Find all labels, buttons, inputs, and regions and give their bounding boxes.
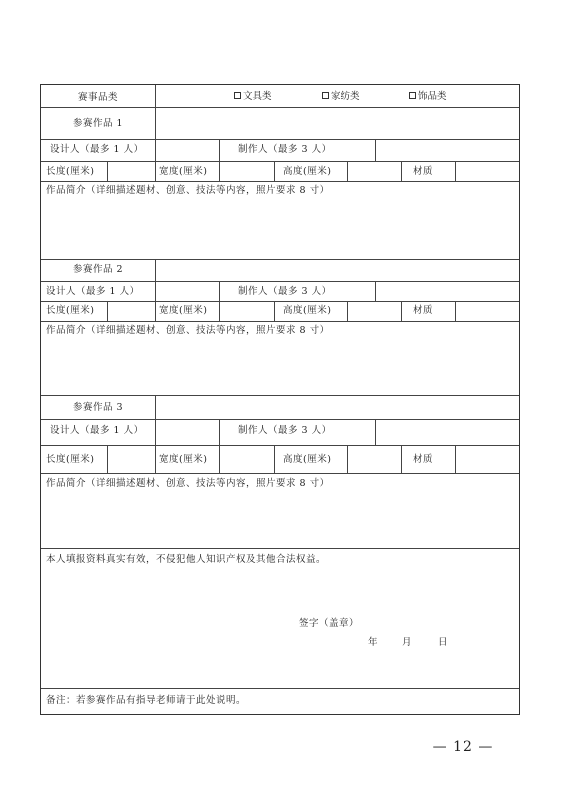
entry-2-width-label: 宽度(厘米) [159, 305, 208, 316]
entry-2-designer-label: 设计人（最多 1 人） [46, 286, 140, 297]
entry-1-height-label: 高度(厘米) [283, 166, 332, 177]
entry-3-height-label: 高度(厘米) [283, 454, 332, 465]
divider [375, 281, 376, 301]
entry-2-intro-label: 作品简介（详细描述题材、创意、技法等内容，照片要求 8 寸） [46, 325, 330, 336]
divider [401, 445, 402, 473]
divider [41, 107, 519, 108]
divider [155, 107, 156, 139]
divider [41, 181, 519, 182]
signature-label: 签字（盖章） [299, 618, 360, 629]
divider [347, 161, 348, 181]
divider [41, 259, 519, 260]
note-text: 备注：若参赛作品有指导老师请于此处说明。 [46, 695, 247, 706]
divider [347, 301, 348, 321]
divider [375, 139, 376, 161]
checkbox-icon[interactable] [234, 92, 241, 99]
divider [41, 395, 519, 396]
entry-2-height-label: 高度(厘米) [283, 305, 332, 316]
entry-3-title: 参赛作品 3 [72, 402, 124, 413]
divider [219, 161, 220, 181]
divider [155, 301, 156, 321]
divider [41, 281, 519, 282]
divider [219, 445, 220, 473]
divider [41, 301, 519, 302]
divider [155, 445, 156, 473]
divider [274, 161, 275, 181]
divider [274, 301, 275, 321]
divider [155, 395, 156, 419]
divider [155, 139, 156, 161]
signature-day: 日 [438, 637, 449, 648]
divider [107, 161, 108, 181]
entry-3-designer-label: 设计人（最多 1 人） [50, 425, 144, 436]
entry-3-material-label: 材质 [413, 454, 434, 465]
divider [455, 301, 456, 321]
divider [41, 688, 519, 689]
category-option-stationery[interactable]: 文具类 [234, 91, 272, 103]
divider [219, 281, 220, 301]
divider [155, 161, 156, 181]
divider [401, 301, 402, 321]
entry-2-maker-label: 制作人（最多 3 人） [238, 286, 332, 297]
divider [41, 445, 519, 446]
divider [155, 85, 156, 107]
checkbox-icon[interactable] [322, 92, 329, 99]
declaration-text: 本人填报资料真实有效，不侵犯他人知识产权及其他合法权益。 [46, 554, 327, 565]
entry-1-intro-label: 作品简介（详细描述题材、创意、技法等内容，照片要求 8 寸） [46, 185, 330, 196]
divider [41, 161, 519, 162]
signature-year: 年 [368, 637, 379, 648]
entry-1-maker-label: 制作人（最多 3 人） [238, 144, 332, 155]
entry-3-maker-label: 制作人（最多 3 人） [238, 425, 332, 436]
divider [455, 161, 456, 181]
divider [41, 473, 519, 474]
divider [375, 419, 376, 445]
divider [219, 301, 220, 321]
entry-2-material-label: 材质 [413, 305, 434, 316]
divider [155, 259, 156, 281]
divider [41, 548, 519, 549]
divider [155, 281, 156, 301]
divider [41, 419, 519, 420]
entry-1-length-label: 长度(厘米) [46, 166, 95, 177]
entry-1-width-label: 宽度(厘米) [159, 166, 208, 177]
divider [41, 321, 519, 322]
entry-3-intro-label: 作品简介（详细描述题材、创意、技法等内容，照片要求 8 寸） [46, 478, 330, 489]
divider [455, 445, 456, 473]
divider [401, 161, 402, 181]
entry-form-table [40, 84, 520, 715]
divider [41, 139, 519, 140]
category-option-textiles[interactable]: 家纺类 [322, 91, 360, 103]
entry-2-title: 参赛作品 2 [72, 264, 124, 275]
page-number: — 12 — [432, 739, 494, 755]
entry-1-material-label: 材质 [413, 166, 434, 177]
entry-3-length-label: 长度(厘米) [46, 454, 95, 465]
signature-month: 月 [402, 637, 413, 648]
divider [274, 445, 275, 473]
divider [219, 139, 220, 161]
entry-2-length-label: 长度(厘米) [46, 305, 95, 316]
category-option-accessories[interactable]: 饰品类 [409, 91, 447, 103]
entry-1-title: 参赛作品 1 [72, 118, 124, 129]
divider [347, 445, 348, 473]
divider [219, 419, 220, 445]
entry-1-designer-label: 设计人（最多 1 人） [50, 144, 144, 155]
divider [107, 445, 108, 473]
checkbox-icon[interactable] [409, 92, 416, 99]
entry-3-width-label: 宽度(厘米) [159, 454, 208, 465]
category-label: 赛事品类 [77, 92, 118, 103]
divider [155, 419, 156, 445]
divider [107, 301, 108, 321]
